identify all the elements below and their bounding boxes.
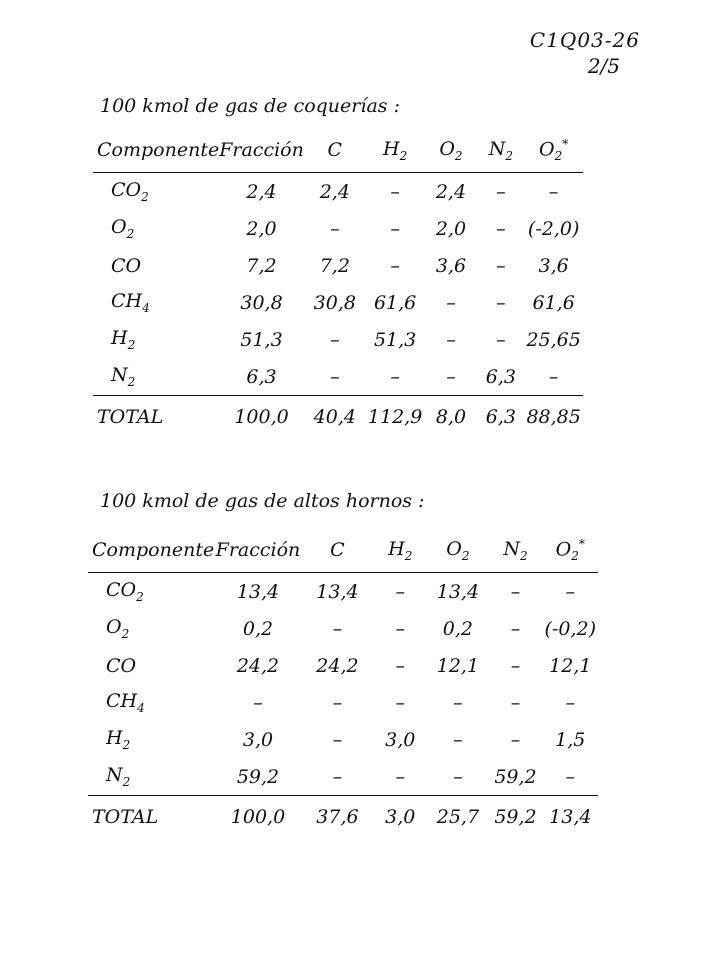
total-value-cell: 100,0 [219,396,304,439]
table-row [88,684,598,721]
column-header: C [302,528,373,573]
value-cell: 2,4 [435,180,467,203]
value-cell: 13,4 [436,580,480,603]
column-header: $N_2$ [488,528,542,573]
column-header: C [304,128,366,173]
value-cell: 59,2 [236,765,280,788]
value-cell: 3,0 [385,728,416,751]
value-cell: 12,1 [436,654,480,677]
table-row [88,610,598,647]
value-cell: 3,0 [242,728,274,751]
total-value-cell: 88,85 [524,396,583,439]
value-cell: – [446,291,456,314]
table-total-row [88,796,598,839]
column-header: $O_2^*$ [524,128,583,173]
value-cell: – [332,765,343,788]
value-cell: – [330,328,340,351]
value-cell: – [253,691,263,714]
value-cell: 51,3 [240,328,283,351]
value-cell: – [496,291,506,314]
component-cell: $N_2$ [111,364,136,389]
table-row [93,173,583,211]
total-value-cell: 13,4 [543,796,598,839]
column-header: Componente [88,528,214,573]
total-value-cell: 6,3 [477,396,524,439]
value-cell: – [496,254,506,277]
total-value-cell: 3,0 [373,796,427,839]
table-header-row [88,528,598,573]
value-cell: – [496,217,506,240]
total-value-cell: 37,6 [302,796,373,839]
value-cell: – [332,617,343,640]
table-total-row [93,396,583,439]
value-cell: 7,2 [246,254,277,277]
value-cell: 2,0 [435,217,467,240]
component-cell: $N_2$ [106,764,131,789]
value-cell: – [565,580,576,603]
component-cell: $CH_4$ [106,690,145,715]
value-cell: – [510,617,521,640]
table-row [88,573,598,611]
total-value-cell: 25,7 [427,796,488,839]
value-cell: – [565,765,576,788]
value-cell: – [446,328,456,351]
total-label: TOTAL [93,396,219,439]
value-cell: – [395,654,406,677]
component-cell: $O_2$ [111,216,135,241]
value-cell: – [510,691,521,714]
value-cell: – [496,328,506,351]
value-cell: – [395,765,406,788]
total-value-cell: 100,0 [214,796,302,839]
value-cell: – [453,765,463,788]
component-cell: $CO_2$ [111,179,149,204]
value-cell: – [332,691,343,714]
value-cell: 51,3 [373,328,417,351]
value-cell: – [390,180,400,203]
total-value-cell: 8,0 [424,396,477,439]
table-row [88,758,598,796]
value-cell: 30,8 [240,291,283,314]
component-cell: $H_2$ [106,727,131,752]
value-cell: 61,6 [532,291,575,314]
total-label: TOTAL [88,796,214,839]
value-cell: 30,8 [313,291,356,314]
value-cell: 2,0 [246,217,277,240]
value-cell: 25,65 [526,328,581,351]
page-number: 2/5 [587,54,620,78]
document-id: C1Q03-26 [529,28,640,52]
total-value-cell: 40,4 [304,396,366,439]
table-row [93,358,583,396]
column-header: Fracción [214,528,302,573]
component-cell: CO [106,654,137,677]
column-header: $N_2$ [477,128,524,173]
total-value-cell: 112,9 [366,396,425,439]
value-cell: – [510,654,521,677]
value-cell: – [446,365,456,388]
value-cell: 24,2 [316,654,359,677]
value-cell: 6,3 [246,365,277,388]
value-cell: – [548,180,559,203]
table-2-title: 100 kmol de gas de altos hornos : [100,490,425,512]
column-header: $H_2$ [366,128,425,173]
value-cell: – [330,217,340,240]
component-cell: $O_2$ [106,616,130,641]
value-cell: 2,4 [246,180,277,203]
value-cell: 3,6 [538,254,569,277]
table-header-row [93,128,583,173]
component-cell: CO [111,254,142,277]
value-cell: (-2,0) [527,217,580,240]
component-cell: $H_2$ [111,327,136,352]
value-cell: 13,4 [236,580,280,603]
value-cell: – [510,580,521,603]
value-cell: 0,2 [442,617,473,640]
value-cell: – [332,728,343,751]
value-cell: – [565,691,576,714]
blast-furnace-gas-table [88,528,598,838]
table-row [93,284,583,321]
table-row [93,321,583,358]
value-cell: – [390,365,400,388]
value-cell: – [453,691,463,714]
table-row [93,210,583,247]
column-header: $H_2$ [373,528,427,573]
column-header: $O_2$ [427,528,488,573]
value-cell: – [390,254,400,277]
value-cell: 61,6 [373,291,417,314]
value-cell: – [496,180,506,203]
value-cell: 6,3 [485,365,516,388]
column-header: $O_2$ [424,128,477,173]
table-1-title: 100 kmol de gas de coquerías : [100,95,400,117]
column-header: $O_2^*$ [543,528,598,573]
value-cell: 1,5 [555,728,586,751]
table-row [93,247,583,284]
column-header: Fracción [219,128,304,173]
total-value-cell: 59,2 [488,796,542,839]
value-cell: 12,1 [549,654,592,677]
value-cell: 3,6 [435,254,467,277]
column-header: Componente [93,128,219,173]
component-cell: $CO_2$ [106,579,144,604]
coke-oven-gas-table [93,128,583,438]
table-row [88,721,598,758]
value-cell: – [395,691,406,714]
value-cell: – [548,365,559,388]
value-cell: 13,4 [316,580,359,603]
value-cell: – [390,217,400,240]
value-cell: 2,4 [319,180,350,203]
value-cell: 7,2 [319,254,350,277]
value-cell: – [395,617,406,640]
value-cell: 0,2 [242,617,274,640]
component-cell: $CH_4$ [111,290,150,315]
value-cell: 24,2 [236,654,280,677]
value-cell: – [510,728,521,751]
value-cell: – [395,580,406,603]
value-cell: – [330,365,340,388]
value-cell: 59,2 [494,765,537,788]
table-row [88,647,598,684]
value-cell: – [453,728,463,751]
value-cell: (-0,2) [544,617,597,640]
